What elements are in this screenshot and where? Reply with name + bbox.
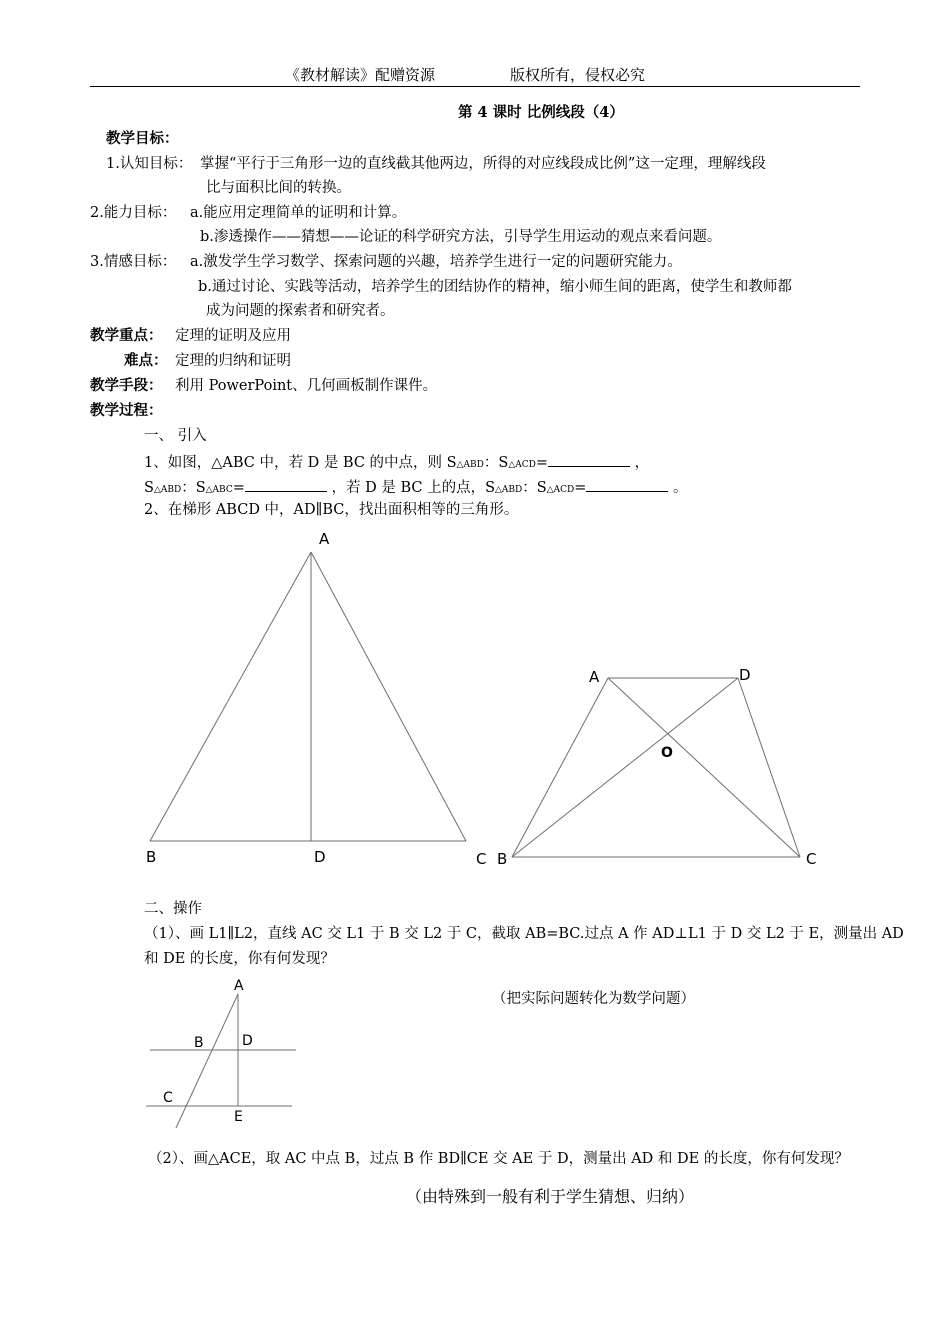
emotion-a: a.激发学生学习数学、探索问题的兴趣，培养学生进行一定的问题研究能力。: [190, 254, 682, 270]
key-text: 定理的证明及应用: [175, 328, 291, 344]
trapezoid-abcd-figure: [512, 678, 800, 857]
side-ac: [311, 552, 466, 841]
side-ab2: [512, 678, 608, 857]
side-dc: [738, 678, 800, 857]
header-copyright: 版权所有，侵权必究: [510, 66, 646, 84]
fig1-label-b: B: [146, 848, 157, 866]
fig3-label-b: B: [194, 1035, 204, 1051]
cognitive-line2: 比与面积比间的转换。: [206, 180, 351, 196]
intro-question1-line1: 1、如图，△ABC 中，若 D 是 BC 的中点，则 S△ABD：S△ACD= ，: [144, 452, 649, 474]
operation-p1-line2: 和 DE 的长度，你有何发现？: [144, 951, 335, 967]
fig3-label-a: A: [234, 978, 244, 994]
parallel-lines-figure: [146, 994, 296, 1128]
means-text: 利用 PowerPoint、几何画板制作课件。: [175, 378, 438, 394]
intro-question2: 2、在梯形 ABCD 中，AD∥BC，找出面积相等的三角形。: [144, 502, 519, 518]
emotion-b2: 成为问题的探索者和研究者。: [206, 303, 395, 319]
cognitive-line1: 掌握“平行于三角形一边的直线截其他两边，所得的对应线段成比例”这一定理，理解线段: [200, 156, 766, 172]
operation-p2: （2）、画△ACE，取 AC 中点 B，过点 B 作 BD∥CE 交 AE 于 D，测量出 AD 和 DE 的长度，你有何发现？: [148, 1151, 849, 1167]
emotion-label: 3.情感目标：: [90, 254, 177, 270]
fig3-label-d: D: [242, 1033, 253, 1049]
operation-note1: （把实际问题转化为数学问题）: [492, 991, 695, 1007]
ability-b: b.渗透操作——猜想——论证的科学研究方法，引导学生用运动的观点来看问题。: [200, 229, 722, 245]
operation-p1-line1: （1）、画 L1∥L2，直线 AC 交 L1 于 B 交 L2 于 C，截取 AB=BC.过点 A 作 AD⊥L1 于 D 交 L2 于 E，测量出 AD: [144, 926, 904, 942]
fig2-label-c: C: [806, 850, 817, 868]
lesson-title: 第 4 课时 比例线段（4）: [458, 104, 624, 121]
difficult-text: 定理的归纳和证明: [175, 353, 291, 369]
intro-heading: 一、 引入: [144, 428, 207, 444]
fig2-label-d: D: [739, 666, 751, 684]
intro-question1-line2: S△ABD：S△ABC= ，若 D 是 BC 上的点，S△ABD：S△ACD= 。: [144, 477, 688, 499]
header-source: 《教材解读》配赠资源: [285, 66, 436, 84]
emotion-b1: b.通过讨论、实践等活动，培养学生的团结协作的精神，缩小师生间的距离，使学生和教师都: [198, 279, 792, 295]
difficult-label: 难点：: [124, 352, 168, 369]
cognitive-label: 1.认知目标：: [106, 156, 193, 172]
fig2-label-b: B: [497, 850, 508, 868]
objectives-heading: 教学目标：: [106, 130, 179, 147]
fig3-label-c: C: [163, 1090, 173, 1106]
fig3-label-e: E: [234, 1109, 243, 1125]
fig1-label-d: D: [314, 848, 326, 866]
operation-heading: 二、操作: [144, 901, 202, 917]
ability-a: a.能应用定理简单的证明和计算。: [190, 205, 407, 221]
side-ab: [150, 552, 311, 841]
operation-note2: （由特殊到一般有利于学生猜想、归纳）: [406, 1187, 695, 1206]
fig2-label-o: O: [661, 745, 673, 761]
fig2-label-a: A: [589, 668, 600, 686]
means-label: 教学手段：: [90, 377, 163, 394]
transversal-ac: [176, 994, 238, 1128]
process-label: 教学过程：: [90, 402, 163, 419]
ability-label: 2.能力目标：: [90, 205, 177, 221]
key-label: 教学重点：: [90, 327, 163, 344]
fig1-label-a: A: [319, 530, 330, 548]
triangle-abc-figure: [150, 552, 466, 841]
fig1-label-c: C: [476, 850, 487, 868]
